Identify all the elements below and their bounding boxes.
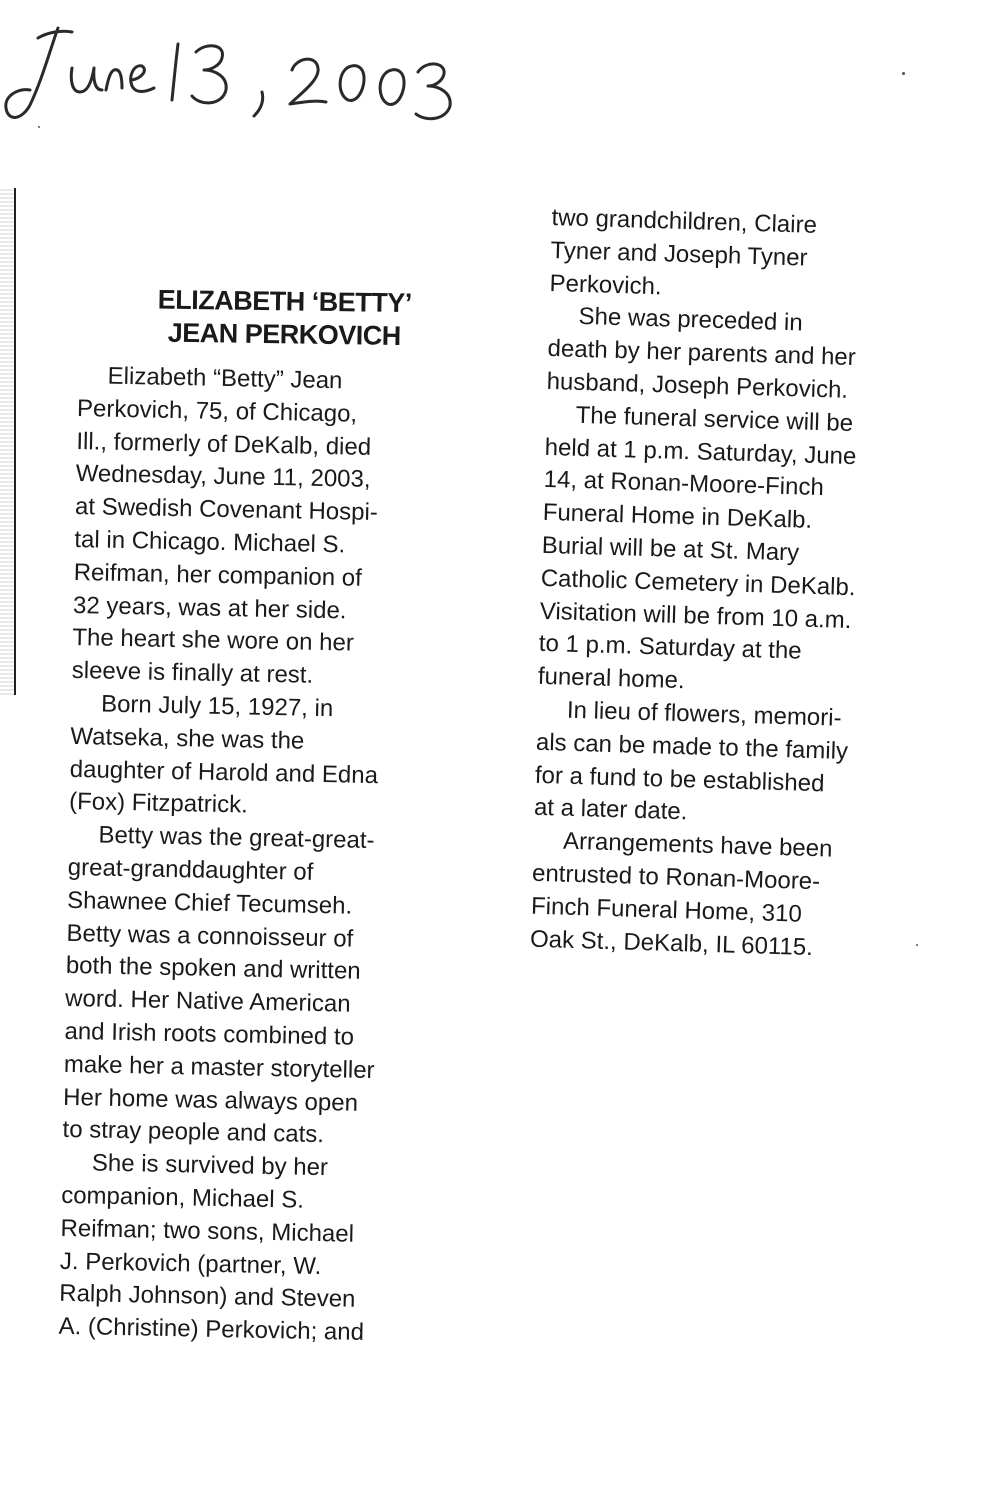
handwritten-date-ink [0, 10, 480, 130]
text-line: make her a master storyteller [63, 1050, 375, 1084]
text-line: Finch Funeral Home, 310 [530, 892, 803, 928]
text-line: Perkovich, 75, of Chicago, [76, 394, 358, 428]
text-line: Born July 15, 1927, in [100, 690, 334, 723]
text-line: for a fund to be established [534, 761, 825, 797]
text-line: companion, Michael S. [60, 1181, 305, 1214]
text-line: both the spoken and written [65, 952, 361, 986]
text-line: at a later date. [533, 794, 688, 826]
text-line: Watseka, she was the [70, 722, 305, 755]
text-line: Elizabeth “Betty” Jean [107, 362, 343, 395]
text-line: Oak St., DeKalb, IL 60115. [529, 925, 814, 961]
text-line: to 1 p.m. Saturday at the [538, 630, 803, 665]
text-line: and Irish roots combined to [64, 1017, 355, 1051]
scan-speck [902, 72, 905, 75]
text-line: entrusted to Ronan-Moore- [531, 859, 821, 896]
text-line: two grandchildren, Claire [551, 203, 818, 239]
text-line: Reifman, her companion of [73, 558, 363, 592]
text-line: 14, at Ronan-Moore-Finch [543, 466, 825, 502]
text-line: Perkovich. [549, 269, 662, 300]
text-line: She was preceded in [578, 303, 804, 337]
obituary-left-column [58, 360, 458, 1351]
text-line: In lieu of flowers, memori- [566, 696, 842, 732]
text-line: 32 years, was at her side. [72, 591, 347, 625]
text-line: Visitation will be from 10 a.m. [539, 597, 852, 634]
text-line: sleeve is finally at rest. [71, 657, 314, 689]
text-line: The funeral service will be [575, 401, 854, 437]
text-line: Catholic Cemetery in DeKalb. [540, 564, 856, 601]
text-line: als can be made to the family [535, 728, 849, 765]
headline-line-2: JEAN PERKOVICH [167, 317, 402, 351]
text-line: husband, Joseph Perkovich. [546, 367, 849, 404]
text-line: J. Perkovich (partner, W. [59, 1247, 322, 1280]
text-line: Ill., formerly of DeKalb, died [76, 427, 372, 461]
text-line: Wednesday, June 11, 2003, [75, 460, 371, 494]
handwritten-date [0, 10, 480, 130]
text-line: Shawnee Chief Tecumseh. [66, 886, 353, 920]
text-line: Tyner and Joseph Tyner [550, 236, 808, 272]
text-line: to stray people and cats. [62, 1116, 325, 1149]
text-line: funeral home. [537, 662, 686, 695]
text-line: Betty was the great-great- [98, 821, 375, 855]
text-line: daughter of Harold and Edna [69, 755, 379, 789]
text-line: death by her parents and her [547, 335, 857, 372]
text-line: (Fox) Fitzpatrick. [68, 788, 249, 819]
text-line: Burial will be at St. Mary [541, 531, 800, 567]
text-line: held at 1 p.m. Saturday, June [544, 433, 857, 470]
text-line: Arrangements have been [562, 827, 833, 863]
text-line: She is survived by her [91, 1149, 329, 1182]
text-line: Ralph Johnson) and Steven [58, 1280, 356, 1314]
obituary-headline [117, 283, 452, 354]
text-line: word. Her Native American [64, 985, 351, 1018]
column-rule [0, 188, 16, 695]
text-line: A. (Christine) Perkovich; and [58, 1312, 365, 1347]
headline-line-1: ELIZABETH ‘BETTY’ [157, 284, 412, 319]
text-line: The heart she wore on her [72, 624, 355, 657]
text-line: Her home was always open [62, 1083, 359, 1117]
text-line: great-granddaughter of [67, 853, 314, 886]
text-line: at Swedish Covenant Hospi- [74, 493, 379, 527]
text-line: Reifman; two sons, Michael [60, 1214, 355, 1248]
text-line: tal in Chicago. Michael S. [74, 525, 346, 559]
obituary-right-column [530, 202, 952, 968]
text-line: Funeral Home in DeKalb. [542, 499, 813, 535]
text-line: Betty was a connoisseur of [66, 919, 354, 953]
